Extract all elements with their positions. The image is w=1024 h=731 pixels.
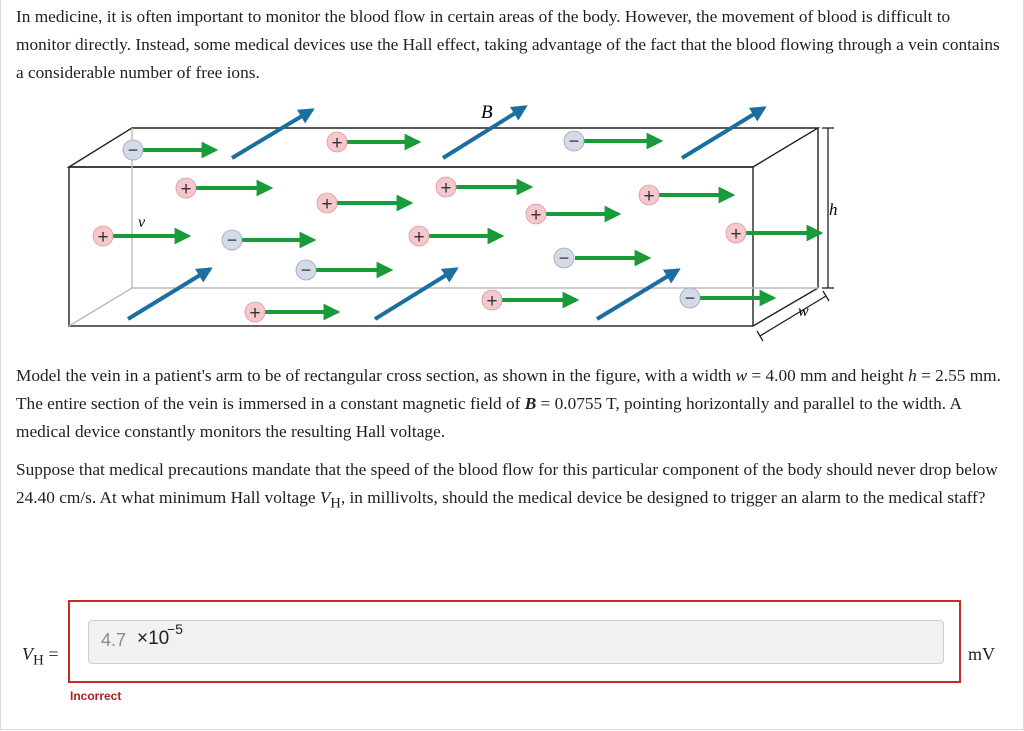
model-text: Model the vein in a patient's arm to be of rectangular cross section, as shown in the figure, with a width [16,366,736,385]
symbol-V-subscript: H [330,495,341,512]
symbol-B: B [524,394,537,413]
question-paragraph [16,456,1006,517]
question-text: , in millivolts, should the medical device be designed to trigger an alarm to the medical staff? [340,488,986,507]
answer-exponent[interactable]: −5 [167,621,183,637]
symbol-h: h [908,366,917,385]
plus-sign: + [643,186,655,207]
b-field-arrow [375,269,456,319]
intro-paragraph: In medicine, it is often important to monitor the blood flow in certain areas of the body. However, the movement of blood is difficult to monitor directly. Instead, some medical devices use the Hall effect, taking advantage of the fact that the blood flowing through a vein contains a considerable number of free ions. [16,7,1000,82]
answer-unit: mV [968,644,995,664]
answer-status: Incorrect [70,689,122,703]
minus-sign: − [558,248,570,268]
b-field-arrow [128,269,210,319]
symbol-w: w [735,366,748,385]
model-text: = 0.0755 T, pointing horizontally and parallel to the width. A medical device constantly monitors the resulting Hall voltage. [16,394,961,441]
answer-label-subscript: H [33,652,44,669]
plus-sign: + [440,178,452,199]
model-paragraph [16,362,1006,446]
minus-sign: − [568,131,580,151]
plus-sign: + [180,179,192,200]
answer-value[interactable]: 4.7 [101,630,127,650]
box-top-face [69,128,818,167]
symbol-V: V [319,488,331,507]
answer-times-ten: ×10 [137,628,170,649]
plus-sign: + [530,205,542,226]
label-v: v [138,214,146,231]
plus-sign: + [321,194,333,215]
label-h: h [829,200,838,219]
label-B: B [481,102,493,123]
plus-sign: + [97,227,109,248]
answer-input[interactable] [88,620,944,664]
plus-sign: + [413,227,425,248]
minus-sign: − [127,140,139,160]
question-text: Suppose that medical precautions mandate that the speed of the blood flow for this particular component of the body should never drop below 24.40 cm/s. At what minimum Hall voltage [16,460,998,507]
plus-sign: + [331,133,343,154]
answer-label [22,644,59,670]
plus-sign: + [486,291,498,312]
minus-sign: − [300,260,312,280]
answer-label-equals: = [43,644,59,664]
minus-sign: − [226,230,238,250]
model-text: = 4.00 mm and height [747,366,909,385]
b-field-arrow [597,270,678,319]
plus-sign: + [730,224,742,245]
label-w: w [798,303,809,320]
hall-effect-figure [60,96,850,346]
answer-label-symbol: V [22,644,33,664]
minus-sign: − [684,288,696,308]
plus-sign: + [249,303,261,324]
model-text: = 2.55 mm. The entire section of the vein is immersed in a constant magnetic field of [16,366,1001,413]
